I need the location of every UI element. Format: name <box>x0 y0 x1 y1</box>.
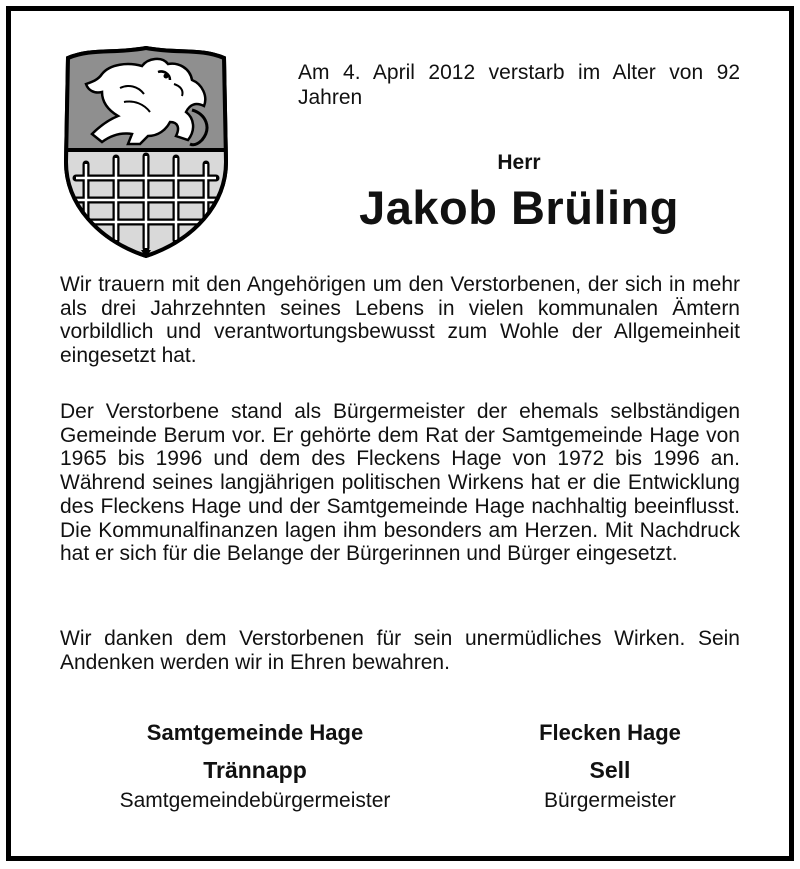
signature-organization: Samtgemeinde Hage <box>146 720 364 745</box>
signature-samtgemeinde <box>60 718 450 814</box>
coat-of-arms-icon <box>62 44 230 258</box>
signature-title: Bürgermeister <box>544 789 676 812</box>
signature-title: Samtgemeindebürgermeister <box>119 789 391 812</box>
signature-person: Trännapp <box>203 757 307 783</box>
paragraph-thanks: Wir danken dem Verstorbenen für sein unermüdliches Wirken. Sein Andenken werden wir in Ehren bewahren. <box>60 627 740 674</box>
deceased-name: Jakob Brüling <box>359 181 679 234</box>
signature-organization: Flecken Hage <box>539 720 681 745</box>
death-announcement: Am 4. April 2012 verstarb im Alter von 92 Jahren <box>298 61 740 109</box>
paragraph-mourning: Wir trauern mit den Angehörigen um den Verstorbenen, der sich in mehr als drei Jahrzehnten seines Lebens in vielen kommunalen Ämtern vorbildlich und verantwortungsbewusst zum Wohle der Allgemeinheit eingesetzt hat. <box>60 273 740 368</box>
salutation: Herr <box>497 151 541 174</box>
paragraph-biography: Der Verstorbene stand als Bürgermeister der ehemals selbständigen Gemeinde Berum vor. Er gehörte dem Rat der Samtgemeinde Hage von 1965 bis 1996 und dem des Fleckens Hage von 1972 bis 1996 an. Während seines langjährigen politischen Wirkens hat er die Entwicklung des Fleckens Hage und der Samtgemeinde Hage nachhaltig beeinflusst. Die Kommunalfinanzen lagen ihm besonders am Herzen. Mit Nachdruck hat er sich für die Belange der Bürgerinnen und Bürger eingesetzt. <box>60 400 740 566</box>
signature-person: Sell <box>589 757 631 783</box>
signature-flecken <box>440 718 780 814</box>
